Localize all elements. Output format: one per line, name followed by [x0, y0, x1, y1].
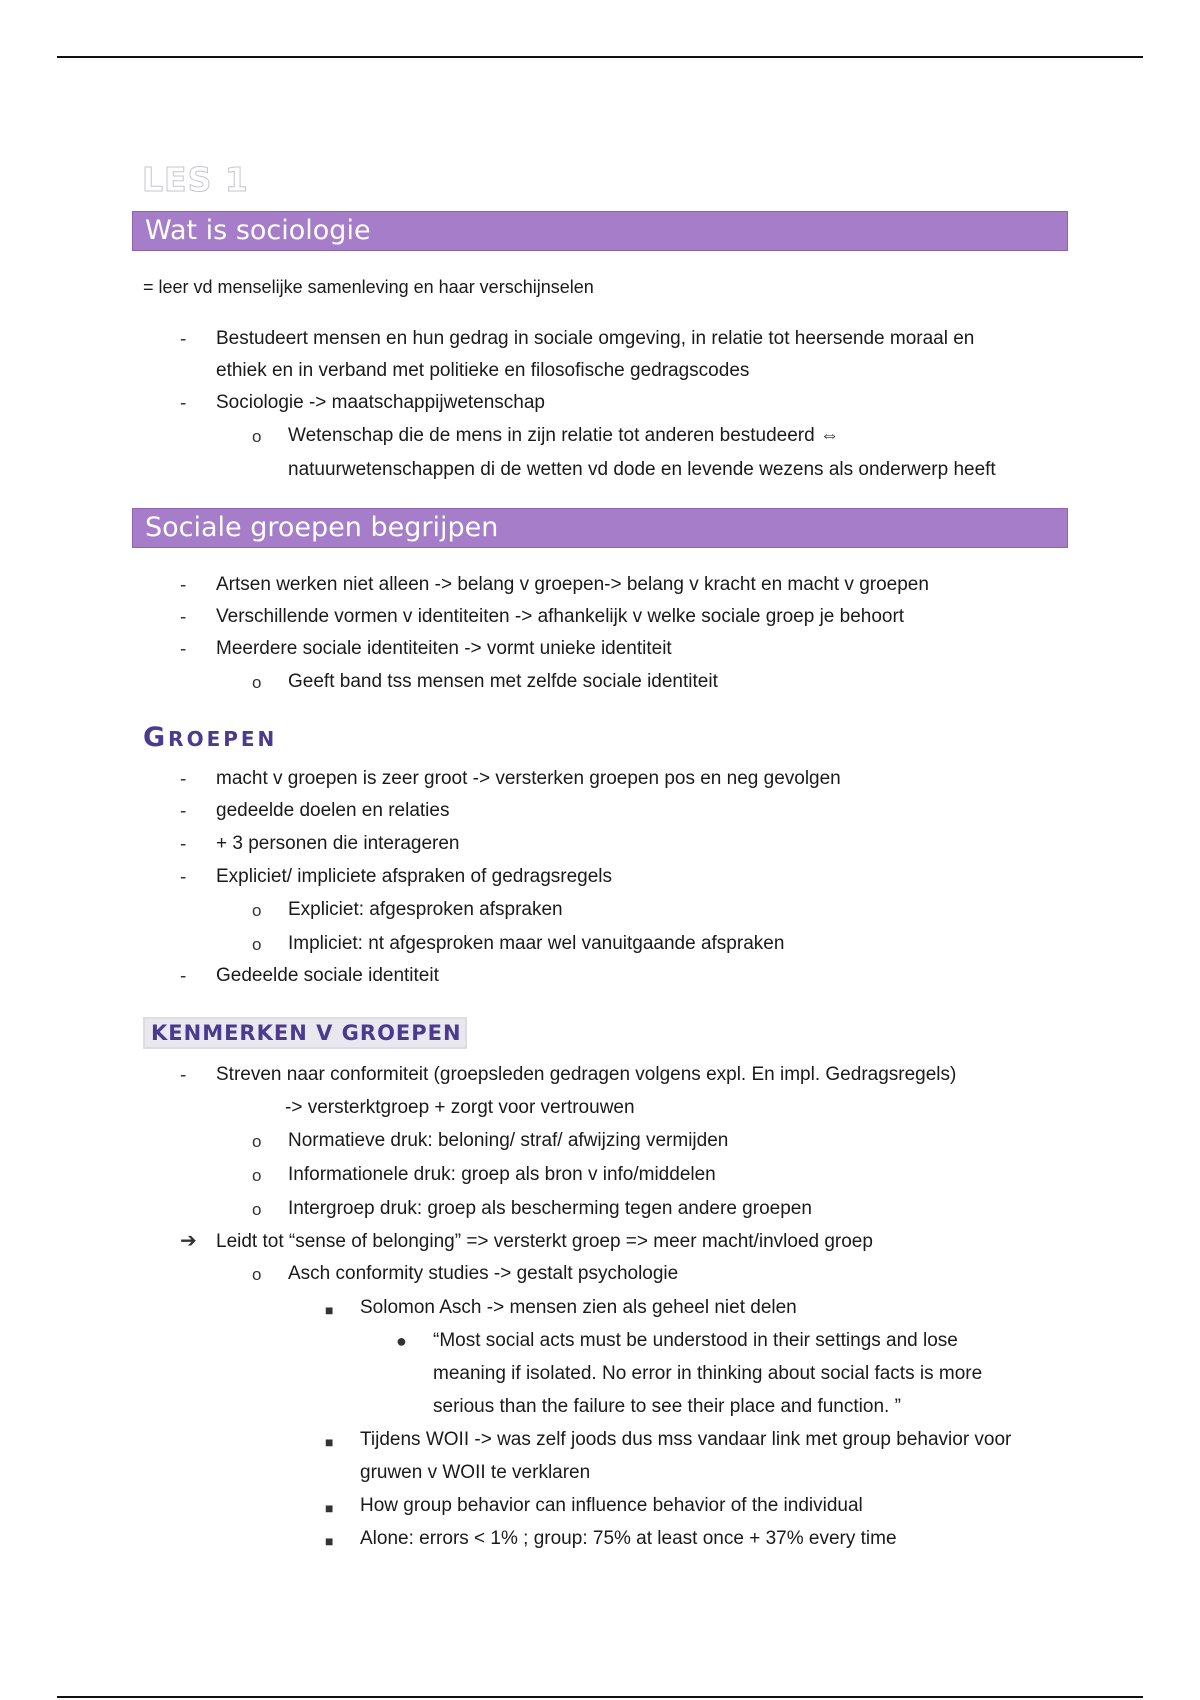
list-item: Bestudeert mensen en hun gedrag in sociale omgeving, in relatie tot heersende moraal en [216, 328, 975, 349]
heading-kenmerken-v-groepen: KENMERKEN V GROEPEN [143, 1017, 467, 1049]
arrow-icon: ➔ [180, 1230, 197, 1252]
square-bullet-icon: ■ [325, 1533, 334, 1549]
dash-marker: - [180, 966, 187, 987]
list-item: Leidt tot “sense of belonging” => versterkt groep => meer macht/invloed groep [216, 1231, 873, 1252]
list-item: Expliciet: afgesproken afspraken [288, 899, 563, 920]
circle-marker: o [252, 673, 262, 692]
heading-initial: G [143, 722, 169, 753]
dash-marker: - [180, 639, 187, 660]
list-item: Solomon Asch -> mensen zien als geheel niet delen [360, 1297, 797, 1318]
dash-marker: - [180, 575, 187, 596]
quote-line: serious than the failure to see their place and function. ” [433, 1396, 901, 1417]
list-item: Wetenschap die de mens in zijn relatie tot anderen bestudeerd ⇔ [288, 425, 839, 446]
list-item-continued: natuurwetenschappen di de wetten vd dode en levende wezens als onderwerp heeft [288, 459, 996, 480]
list-item: Normatieve druk: beloning/ straf/ afwijzing vermijden [288, 1130, 729, 1151]
square-bullet-icon: ■ [325, 1500, 334, 1516]
definition-text: = leer vd menselijke samenleving en haar verschijnselen [143, 277, 594, 297]
list-item: gedeelde doelen en relaties [216, 800, 450, 821]
list-item: Artsen werken niet alleen -> belang v groepen-> belang v kracht en macht v groepen [216, 574, 929, 595]
square-bullet-icon: ■ [325, 1302, 334, 1318]
lesson-title: LES 1 [142, 160, 249, 199]
dash-marker: - [180, 329, 187, 350]
list-item: Tijdens WOII -> was zelf joods dus mss vandaar link met group behavior voor [360, 1429, 1012, 1450]
dash-marker: - [180, 393, 187, 414]
list-item: Informationele druk: groep als bron v info/middelen [288, 1164, 716, 1185]
list-item: Expliciet/ impliciete afspraken of gedragsregels [216, 866, 613, 887]
heading-wat-is-sociologie: Wat is sociologie [132, 211, 1068, 251]
dash-marker: - [180, 834, 187, 855]
list-item: How group behavior can influence behavior of the individual [360, 1495, 863, 1516]
circle-marker: o [252, 1265, 262, 1284]
square-bullet-icon: ■ [325, 1434, 334, 1450]
circle-marker: o [252, 1132, 262, 1151]
heading-rest: ROEPEN [168, 727, 278, 751]
list-item: Impliciet: nt afgesproken maar wel vanuitgaande afspraken [288, 933, 785, 954]
dash-marker: - [180, 867, 187, 888]
dash-marker: - [180, 769, 187, 790]
circle-marker: o [252, 901, 262, 920]
list-item-continued: ethiek en in verband met politieke en filosofische gedragscodes [216, 360, 750, 381]
dash-marker: - [180, 1065, 187, 1086]
round-bullet-icon: ● [396, 1331, 407, 1351]
bottom-rule [57, 1696, 1143, 1698]
dash-marker: - [180, 607, 187, 628]
circle-marker: o [252, 1200, 262, 1219]
circle-marker: o [252, 1166, 262, 1185]
list-item-continued: gruwen v WOII te verklaren [360, 1462, 591, 1483]
list-item: Asch conformity studies -> gestalt psychologie [288, 1263, 679, 1284]
list-item: Sociologie -> maatschappijwetenschap [216, 392, 546, 413]
list-item-continued: -> versterktgroep + zorgt voor vertrouwen [285, 1097, 635, 1118]
list-item: macht v groepen is zeer groot -> versterken groepen pos en neg gevolgen [216, 768, 841, 789]
dash-marker: - [180, 801, 187, 822]
top-rule [57, 56, 1143, 58]
list-item: Geeft band tss mensen met zelfde sociale identiteit [288, 671, 718, 692]
circle-marker: o [252, 427, 262, 446]
list-item: Verschillende vormen v identiteiten -> afhankelijk v welke sociale groep je behoort [216, 606, 905, 627]
quote-line: meaning if isolated. No error in thinking about social facts is more [433, 1363, 983, 1384]
list-item: Meerdere sociale identiteiten -> vormt unieke identiteit [216, 638, 672, 659]
list-item: Gedeelde sociale identiteit [216, 965, 439, 986]
circle-marker: o [252, 935, 262, 954]
list-item: Alone: errors < 1% ; group: 75% at least once + 37% every time [360, 1528, 897, 1549]
list-item: + 3 personen die interageren [216, 833, 460, 854]
list-item: Streven naar conformiteit (groepsleden gedragen volgens expl. En impl. Gedragsregels) [216, 1064, 957, 1085]
heading-groepen [143, 722, 277, 753]
list-item: Intergroep druk: groep als bescherming tegen andere groepen [288, 1198, 812, 1219]
heading-sociale-groepen-begrijpen: Sociale groepen begrijpen [132, 508, 1068, 548]
quote-line: “Most social acts must be understood in their settings and lose [433, 1330, 958, 1351]
